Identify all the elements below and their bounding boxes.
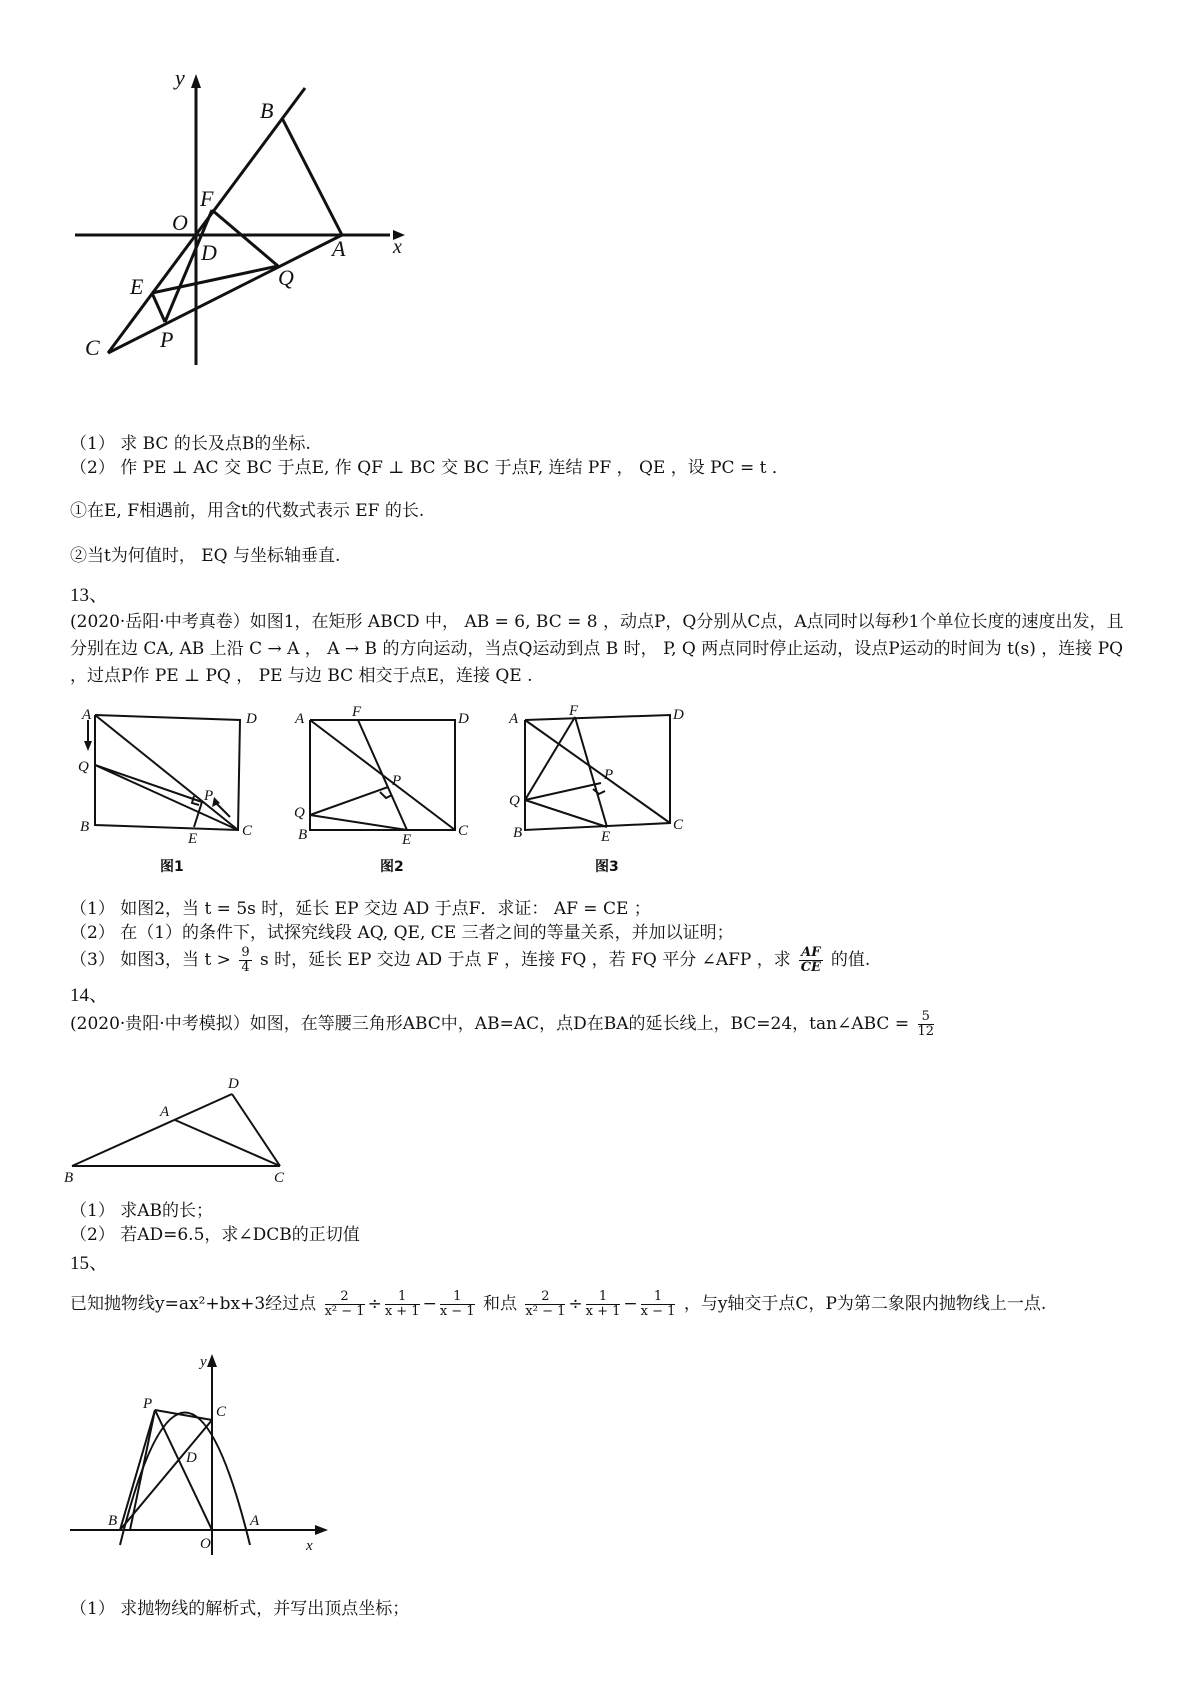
label-q: Q bbox=[509, 793, 520, 809]
fraction-9-over-4: $\frac{9}{4}$ bbox=[241, 945, 250, 975]
expression-2-term-3: $\frac{1}{x - 1}$ bbox=[640, 1289, 676, 1319]
caption-figure-1: 图1 bbox=[160, 859, 184, 875]
expression-1-term-2: $\frac{1}{x + 1}$ bbox=[384, 1289, 420, 1319]
segment-fq bbox=[212, 210, 278, 266]
label-c: C bbox=[458, 823, 469, 839]
label-b: B bbox=[80, 819, 90, 835]
label-e: E bbox=[601, 829, 611, 845]
label-d: D bbox=[673, 707, 684, 723]
label-c: C bbox=[274, 1170, 285, 1185]
label-f: F bbox=[569, 705, 579, 719]
problem-12-subquestion-2: ②当t为何值时， EQ 与坐标轴垂直. bbox=[70, 546, 341, 566]
segment-ba bbox=[282, 118, 342, 235]
question-3-part-a: （3） 如图3，当 t > bbox=[70, 950, 231, 970]
label-a: A bbox=[509, 711, 519, 727]
expression-1-term-3: $\frac{1}{x - 1}$ bbox=[439, 1289, 475, 1319]
problem-15-statement: 已知抛物线y=ax²+bx+3经过点 $\frac{2}{\text{x² − 1}}$ ÷ $\frac{1}{x + 1}$ − $\frac{1}{x - 1}$ 和点 $\frac{2}{\text{x² − 1}}$ ÷ $\frac{1}{x + 1}$ − $\frac{1}{x - 1}$ ，与y轴交于点C，P为第二象限内抛物线上一点. bbox=[70, 1289, 1047, 1319]
problem-15-number: 15、 bbox=[70, 1253, 109, 1274]
label-p: P bbox=[160, 327, 174, 352]
label-d: D bbox=[228, 1076, 239, 1092]
figure-14-svg bbox=[60, 1070, 300, 1185]
fraction-af-over-ce: $\frac{AF}{CE}$ bbox=[800, 945, 821, 975]
figure-15-svg bbox=[60, 1350, 360, 1570]
y-axis-arrow bbox=[191, 74, 201, 88]
label-x: x bbox=[306, 1538, 313, 1554]
question-3-part-c: 的值. bbox=[830, 950, 871, 970]
label-c: C bbox=[85, 335, 100, 360]
figure-13-1-svg bbox=[70, 705, 270, 880]
label-e: E bbox=[188, 831, 198, 847]
label-p: P bbox=[392, 773, 402, 789]
label-d: D bbox=[201, 240, 217, 265]
label-c: C bbox=[673, 817, 684, 833]
label-a: A bbox=[160, 1104, 170, 1120]
label-b: B bbox=[298, 827, 308, 843]
expression-2-term-2: $\frac{1}{x + 1}$ bbox=[585, 1289, 621, 1319]
problem-14-statement: (2020·贵阳·中考模拟）如图，在等腰三角形ABC中，AB=AC，点D在BA的延长线上，BC=24，tan∠ABC = $\frac{5}{12}$ bbox=[70, 1009, 935, 1039]
problem-13-question-3 bbox=[70, 946, 870, 975]
label-o: O bbox=[172, 210, 188, 235]
expression-1-term-1: $\frac{2}{\text{x² − 1}}$ bbox=[324, 1289, 365, 1319]
problem-12-question-2: （2） 作 PE ⊥ AC 交 BC 于点E, 作 QF ⊥ BC 交 BC 于点F, 连结 PF ， QE ，设 PC = t ． bbox=[70, 458, 789, 478]
label-d: D bbox=[458, 711, 469, 727]
label-x: x bbox=[393, 236, 402, 258]
label-f: F bbox=[200, 186, 214, 211]
label-d: D bbox=[246, 711, 257, 727]
label-p: P bbox=[143, 1396, 153, 1412]
label-q: Q bbox=[78, 759, 89, 775]
caption-figure-3: 图3 bbox=[595, 859, 619, 875]
question-3-part-b: s 时，延长 EP 交边 AD 于点 F ，连接 FQ ，若 FQ 平分 ∠AFP ，求 bbox=[260, 950, 791, 970]
figure-13-2 bbox=[290, 705, 490, 880]
fraction-5-over-12: $\frac{5}{12}$ bbox=[917, 1009, 935, 1039]
problem-13-number: 13、 bbox=[70, 585, 109, 606]
label-d: D bbox=[186, 1450, 197, 1466]
label-p: P bbox=[204, 788, 214, 804]
figure-13-2-svg bbox=[290, 705, 490, 880]
problem-13-question-2: （2） 在（1）的条件下，试探究线段 AQ, QE, CE 三者之间的等量关系，并加以证明； bbox=[70, 923, 734, 943]
label-b: B bbox=[108, 1513, 118, 1529]
figure-coordinate-triangle bbox=[60, 60, 420, 380]
figure-13-3-svg bbox=[505, 705, 705, 880]
label-p: P bbox=[604, 767, 614, 783]
problem-13-question-1: （1） 如图2，当 t = 5s 时，延长 EP 交边 AD 于点F．求证： AF = CE ； bbox=[70, 899, 651, 919]
label-e: E bbox=[402, 832, 412, 848]
label-y: y bbox=[200, 1354, 207, 1370]
figure-13-3 bbox=[505, 705, 705, 880]
label-c: C bbox=[216, 1404, 227, 1420]
problem-15-question-1: （1） 求抛物线的解析式，并写出顶点坐标； bbox=[70, 1599, 410, 1619]
problem-13-statement: (2020·岳阳·中考真卷）如图1，在矩形 ABCD 中， AB = 6, BC = 8 ，动点P，Q分别从C点，A点同时以每秒1个单位长度的速度出发，且分别在边 CA, AB 上沿 C → A ， A → B 的方向运动，当点Q运动到点 B 时， P, Q 两点同时停止运动，设点P运动的时间为 t(s) ，连接 PQ ，过点P作 PE ⊥ PQ ， PE 与边 BC 相交于点E，连接 QE . bbox=[70, 612, 1124, 686]
figure-13-1 bbox=[70, 705, 270, 880]
caption-figure-2: 图2 bbox=[380, 859, 404, 875]
problem-12-question-1: （1） 求 BC 的长及点B的坐标. bbox=[70, 434, 311, 454]
problem-14-question-2: （2） 若AD=6.5，求∠DCB的正切值 bbox=[70, 1225, 360, 1245]
expression-2-term-1: $\frac{2}{\text{x² − 1}}$ bbox=[525, 1289, 566, 1319]
problem-12-subquestion-1: ①在E, F相遇前，用含t的代数式表示 EF 的长. bbox=[70, 501, 425, 521]
label-q: Q bbox=[278, 265, 294, 290]
label-a: A bbox=[295, 711, 305, 727]
label-e: E bbox=[130, 274, 144, 299]
segment-ep bbox=[152, 293, 165, 322]
label-a: A bbox=[82, 707, 92, 723]
label-f: F bbox=[352, 705, 362, 720]
problem-14-number: 14、 bbox=[70, 985, 109, 1006]
label-b: B bbox=[64, 1170, 74, 1185]
label-y: y bbox=[175, 65, 185, 90]
problem-14-question-1: （1） 求AB的长； bbox=[70, 1201, 213, 1221]
label-o: O bbox=[200, 1536, 211, 1552]
label-a: A bbox=[332, 236, 346, 261]
label-b: B bbox=[513, 825, 523, 841]
figure-15-parabola bbox=[60, 1350, 360, 1570]
figure-1-svg bbox=[60, 60, 420, 380]
label-a: A bbox=[250, 1513, 260, 1529]
label-c: C bbox=[242, 823, 253, 839]
label-b: B bbox=[260, 98, 274, 123]
figure-14-triangle bbox=[60, 1070, 300, 1185]
label-q: Q bbox=[294, 805, 305, 821]
